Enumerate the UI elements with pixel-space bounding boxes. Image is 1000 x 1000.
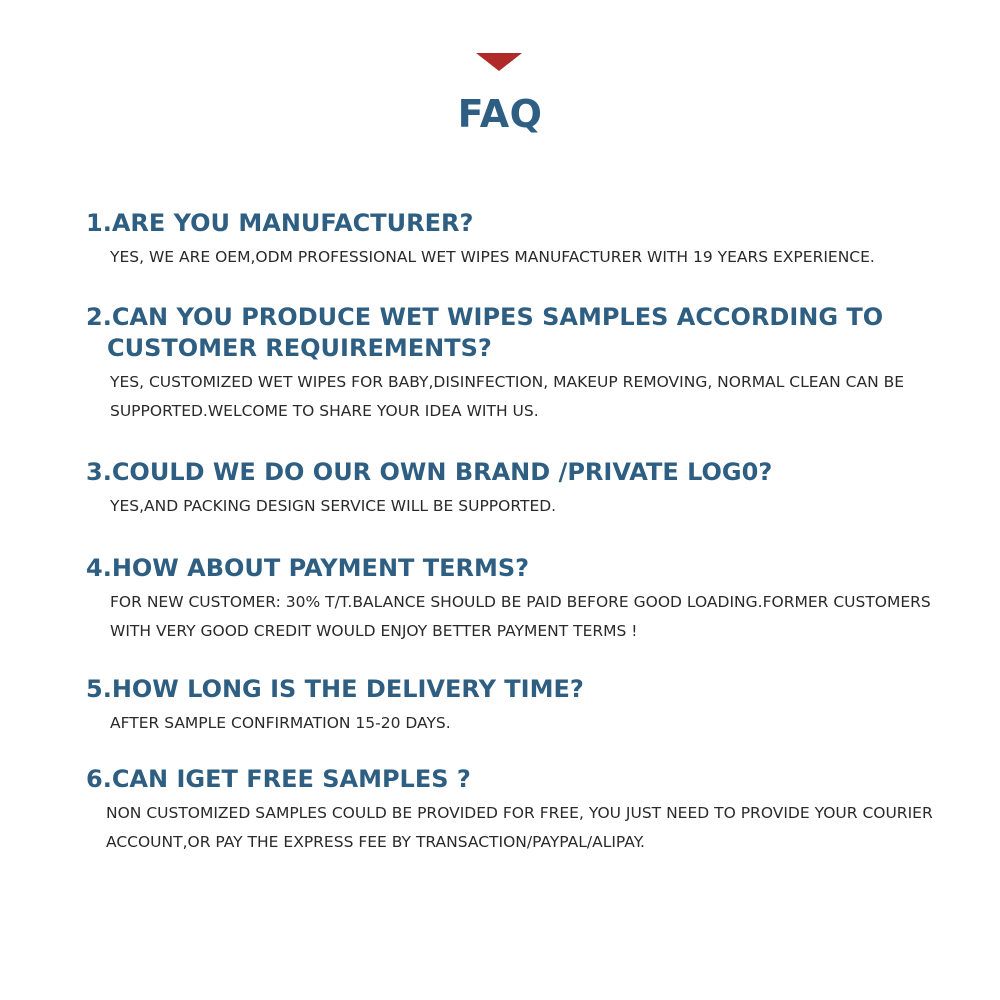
faq-answer: FOR NEW CUSTOMER: 30% T/T.BALANCE SHOULD BE PAID BEFORE GOOD LOADING.FORMER CUSTOMERS WITH VERY GOOD CREDIT WOULD ENJOY BETTER PAYMENT TERMS ! (110, 593, 931, 640)
faq-question-line: 1.ARE YOU MANUFACTURER? (86, 209, 474, 237)
faq-question-line: 4.HOW ABOUT PAYMENT TERMS? (86, 554, 530, 582)
faq-question (86, 457, 976, 488)
faq-answer: YES,AND PACKING DESIGN SERVICE WILL BE SUPPORTED. (110, 497, 557, 515)
faq-question (86, 553, 976, 584)
faq-question-line: 5.HOW LONG IS THE DELIVERY TIME? (86, 675, 584, 703)
page-title: FAQ (457, 92, 543, 136)
faq-question-line: 6.CAN IGET FREE SAMPLES ? (86, 765, 471, 793)
faq-item-1 (86, 208, 976, 272)
faq-answer: AFTER SAMPLE CONFIRMATION 15-20 DAYS. (110, 714, 451, 732)
faq-question-line: 2.CAN YOU PRODUCE WET WIPES SAMPLES ACCORDING TO (86, 303, 884, 331)
faq-item-2 (86, 302, 976, 426)
faq-answer: YES, CUSTOMIZED WET WIPES FOR BABY,DISINFECTION, MAKEUP REMOVING, NORMAL CLEAN CAN BE SUPPORTED.WELCOME TO SHARE YOUR IDEA WITH US. (110, 373, 905, 420)
faq-item-4 (86, 553, 976, 646)
faq-answer: NON CUSTOMIZED SAMPLES COULD BE PROVIDED FOR FREE, YOU JUST NEED TO PROVIDE YOUR COURIER ACCOUNT,OR PAY THE EXPRESS FEE BY TRANSACTION/PAYPAL/ALIPAY. (106, 804, 933, 851)
faq-item-3 (86, 457, 976, 521)
faq-answer: YES, WE ARE OEM,ODM PROFESSIONAL WET WIPES MANUFACTURER WITH 19 YEARS EXPERIENCE. (110, 248, 875, 266)
faq-question-line: CUSTOMER REQUIREMENTS? (107, 334, 492, 362)
faq-question (86, 764, 976, 795)
faq-item-5 (86, 674, 976, 738)
faq-question (86, 302, 976, 364)
faq-item-6 (86, 764, 976, 857)
faq-question (86, 674, 976, 705)
faq-question (86, 208, 976, 239)
down-triangle-icon (476, 53, 522, 71)
faq-question-line: 3.COULD WE DO OUR OWN BRAND /PRIVATE LOG0? (86, 458, 773, 486)
